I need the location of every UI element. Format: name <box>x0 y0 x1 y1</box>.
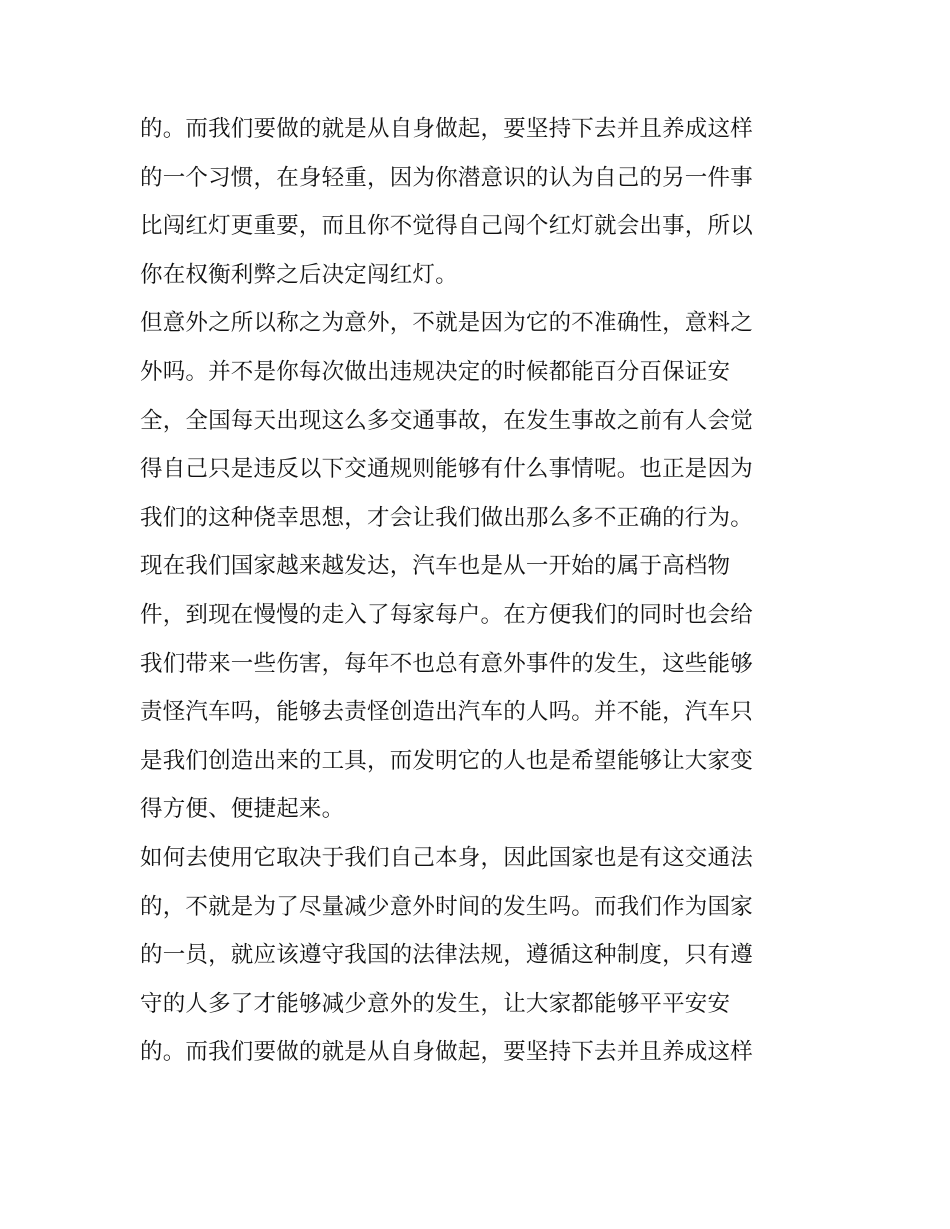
text-line-20: 的。而我们要做的就是从自身做起，要坚持下去并且养成这样 <box>140 1039 753 1066</box>
text-line-18: 的一员，就应该遵守我国的法律法规，遵循这种制度，只有遵 <box>140 942 753 969</box>
text-line-15: 得方便、便捷起来。 <box>140 796 345 823</box>
text-line-8: 得自己只是违反以下交通规则能够有什么事情呢。也正是因为 <box>140 456 753 483</box>
text-line-10: 现在我们国家越来越发达，汽车也是从一开始的属于高档物 <box>140 553 731 580</box>
text-line-11: 件，到现在慢慢的走入了每家每户。在方便我们的同时也会给 <box>140 601 753 628</box>
text-line-4: 你在权衡利弊之后决定闯红灯。 <box>140 261 458 288</box>
text-line-3: 比闯红灯更重要，而且你不觉得自己闯个红灯就会出事，所以 <box>140 213 753 240</box>
text-line-6: 外吗。并不是你每次做出违规决定的时候都能百分百保证安 <box>140 358 731 385</box>
text-line-2: 的一个习惯，在身轻重，因为你潜意识的认为自己的另一件事 <box>140 164 753 191</box>
text-line-12: 我们带来一些伤害，每年不也总有意外事件的发生，这些能够 <box>140 650 753 677</box>
text-line-9: 我们的这种侥幸思想，才会让我们做出那么多不正确的行为。 <box>140 504 753 531</box>
text-line-7: 全，全国每天出现这么多交通事故，在发生事故之前有人会觉 <box>140 407 753 434</box>
text-line-19: 守的人多了才能够减少意外的发生，让大家都能够平平安安 <box>140 990 731 1017</box>
text-line-5: 但意外之所以称之为意外，不就是因为它的不准确性，意料之 <box>140 310 753 337</box>
text-line-13: 责怪汽车吗，能够去责怪创造出汽车的人吗。并不能，汽车只 <box>140 699 753 726</box>
text-line-16: 如何去使用它取决于我们自己本身，因此国家也是有这交通法 <box>140 844 753 871</box>
text-line-14: 是我们创造出来的工具，而发明它的人也是希望能够让大家变 <box>140 747 753 774</box>
text-line-1: 的。而我们要做的就是从自身做起，要坚持下去并且养成这样 <box>140 116 753 142</box>
document-body <box>140 105 820 1077</box>
text-line-17: 的，不就是为了尽量减少意外时间的发生吗。而我们作为国家 <box>140 893 753 920</box>
